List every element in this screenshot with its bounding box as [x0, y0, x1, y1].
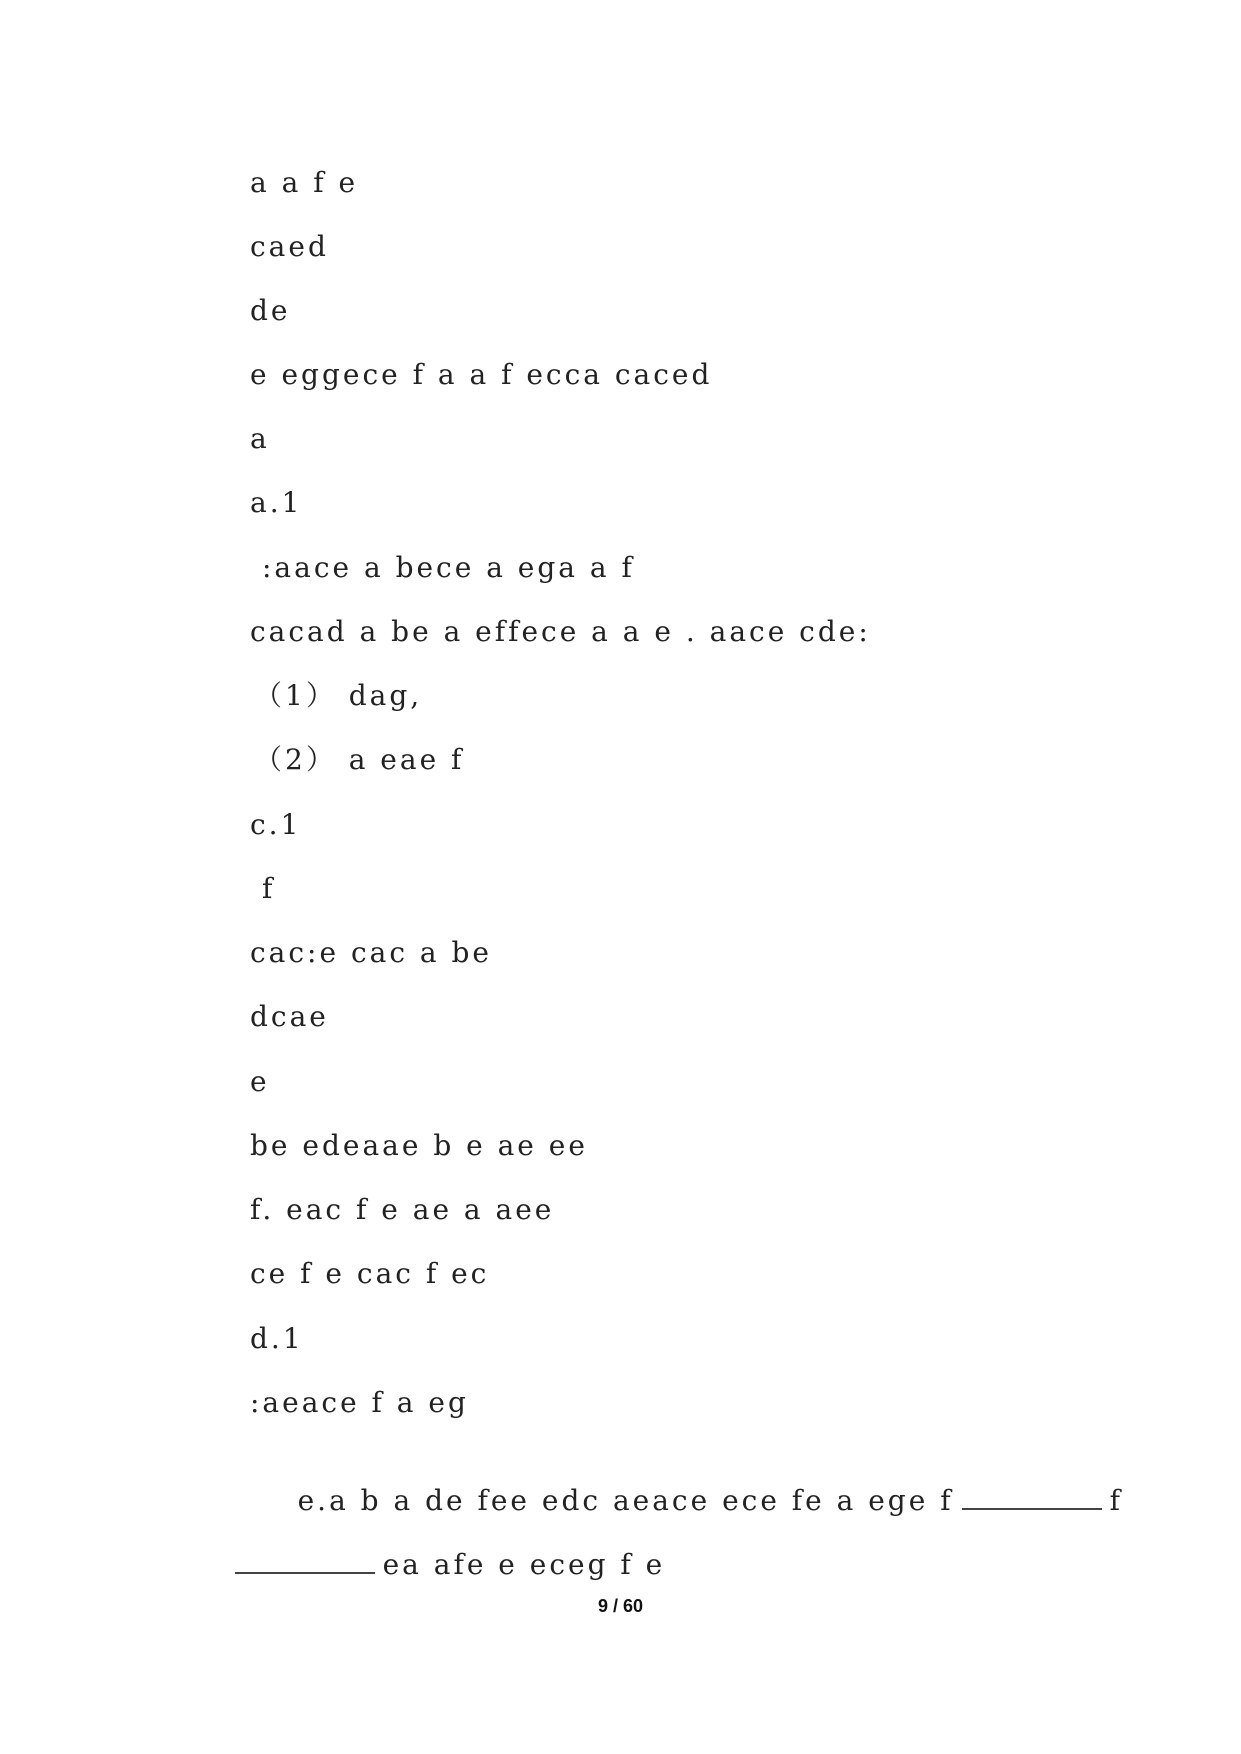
text-line: be edeaae b e ae ee: [250, 1129, 588, 1162]
page-number: 9 / 60: [597, 1596, 644, 1616]
text-segment: ea afe e eceg f e: [382, 1548, 666, 1581]
text-line: a a f e: [250, 166, 359, 199]
text-line: d.1: [250, 1322, 304, 1355]
text-line: e eggece f a a f ecca caced: [250, 358, 713, 391]
text-line: dcae: [250, 1000, 329, 1033]
text-line: :aeace f a eg: [250, 1386, 469, 1419]
text-line: （1） dag,: [254, 679, 423, 712]
text-segment: f: [1109, 1484, 1123, 1517]
text-line: c.1: [250, 808, 302, 841]
text-line: f: [262, 872, 276, 905]
text-line: ce f e cac f ec: [250, 1257, 490, 1290]
blank-field: [962, 1486, 1102, 1510]
text-line: :aace a bece a ega a f: [262, 551, 635, 584]
text-line: a.1: [250, 486, 303, 519]
blank-field: [235, 1550, 375, 1574]
text-segment: e.a b a de fee edc aeace ece fe a ege f: [297, 1484, 954, 1517]
text-line: （2） a eae f: [254, 743, 465, 776]
text-line: a: [250, 422, 270, 455]
text-line: f. eac f e ae a aee: [250, 1193, 555, 1226]
text-line: cac:e cac a be: [250, 936, 493, 969]
text-line: cacad a be a effece a a e . aace cde:: [250, 615, 871, 648]
text-line: e: [250, 1065, 270, 1098]
text-line: caed: [250, 230, 329, 263]
text-line: de: [250, 294, 291, 327]
